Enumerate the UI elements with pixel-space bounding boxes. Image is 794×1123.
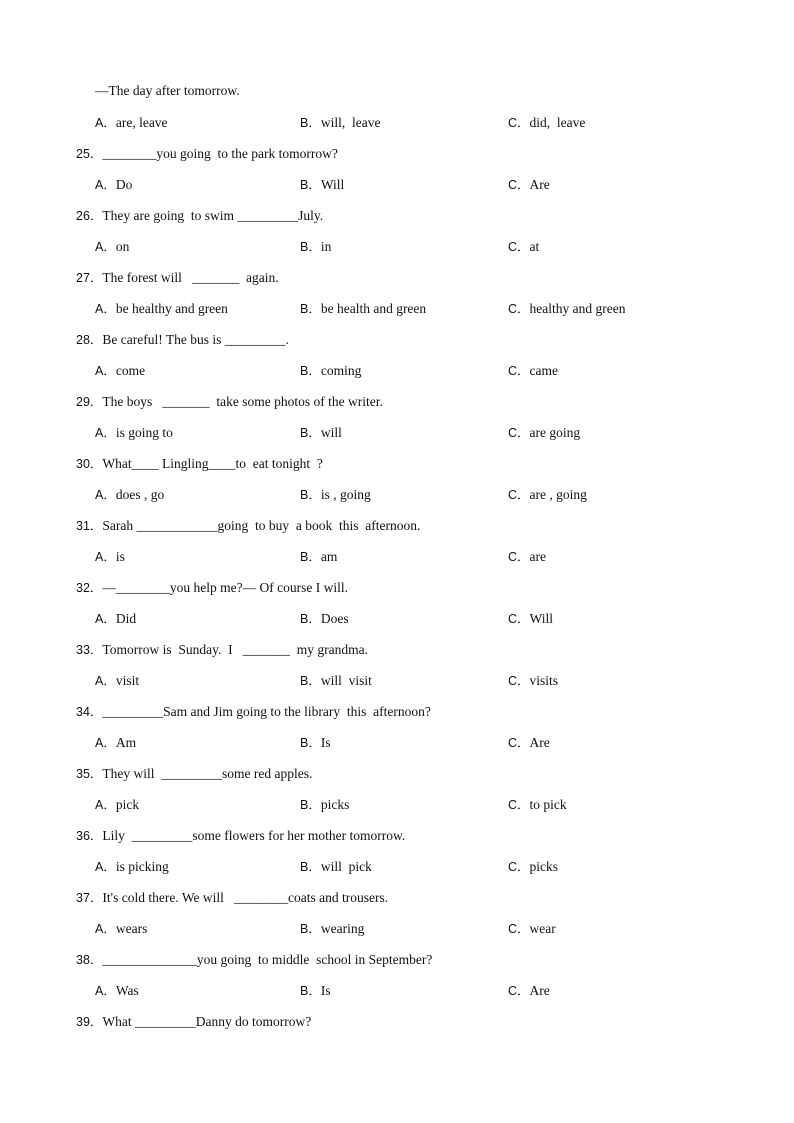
option-letter: C． <box>508 674 530 688</box>
question-text: What____ Lingling____to eat tonight ? <box>102 456 323 471</box>
question-text: What _________Danny do tomorrow? <box>102 1014 312 1029</box>
option-c <box>508 362 558 380</box>
question-text: —________you help me?— Of course I will. <box>102 580 348 595</box>
option-letter: A． <box>95 984 116 998</box>
option-text: Are <box>529 983 550 998</box>
option-text: Will <box>529 611 553 626</box>
option-letter: A． <box>95 550 116 564</box>
question-text: They will _________some red apples. <box>102 766 313 781</box>
question-number: 25． <box>76 147 103 161</box>
option-text: visits <box>529 673 559 688</box>
option-letter: B． <box>300 550 321 564</box>
option-text: are, leave <box>115 115 168 130</box>
option-letter: C． <box>508 240 530 254</box>
option-c <box>508 982 550 1000</box>
option-c <box>508 300 626 318</box>
option-text: Are <box>529 177 550 192</box>
option-letter: B． <box>300 922 321 936</box>
option-letter: C． <box>508 116 530 130</box>
option-c <box>508 734 550 752</box>
question-text: ______________you going to middle school in September? <box>102 952 433 967</box>
option-text: are <box>529 549 547 564</box>
option-b <box>300 548 337 566</box>
option-text: at <box>529 239 540 254</box>
option-letter: A． <box>95 302 116 316</box>
question-number: 27． <box>76 271 103 285</box>
option-letter: C． <box>508 860 530 874</box>
option-a <box>95 486 164 504</box>
option-b <box>300 362 361 380</box>
option-letter: B． <box>300 674 321 688</box>
option-a <box>95 858 169 876</box>
option-letter: B． <box>300 860 321 874</box>
option-letter: C． <box>508 612 530 626</box>
question-number: 38． <box>76 953 103 967</box>
option-letter: B． <box>300 984 321 998</box>
option-b <box>300 858 372 876</box>
option-text: Will <box>320 177 345 192</box>
option-text: Is <box>320 735 331 750</box>
option-c <box>508 486 587 504</box>
question-line <box>76 889 388 907</box>
question-number: 29． <box>76 395 103 409</box>
option-text: picks <box>320 797 350 812</box>
option-letter: B． <box>300 240 321 254</box>
option-a <box>95 982 139 1000</box>
question-text: Tomorrow is Sunday. I _______ my grandma. <box>102 642 368 657</box>
option-b <box>300 734 331 752</box>
option-text: did, leave <box>529 115 586 130</box>
option-letter: B． <box>300 488 321 502</box>
question-number: 26． <box>76 209 103 223</box>
option-c <box>508 176 550 194</box>
question-line <box>76 207 323 225</box>
option-text: is going to <box>115 425 173 440</box>
option-c <box>508 796 567 814</box>
option-text: to pick <box>529 797 567 812</box>
question-line <box>76 951 432 969</box>
option-b <box>300 920 364 938</box>
option-letter: A． <box>95 364 116 378</box>
option-a <box>95 300 228 318</box>
option-text: wearing <box>320 921 365 936</box>
question-text: Lily _________some flowers for her mother tomorrow. <box>102 828 406 843</box>
option-text: does , go <box>115 487 165 502</box>
option-text: healthy and green <box>529 301 626 316</box>
option-text: in <box>320 239 332 254</box>
question-text: The forest will _______ again. <box>102 270 279 285</box>
option-a <box>95 920 147 938</box>
option-letter: A． <box>95 736 116 750</box>
option-text: am <box>320 549 338 564</box>
option-text: Was <box>115 983 139 998</box>
option-letter: B． <box>300 116 321 130</box>
option-letter: C． <box>508 426 530 440</box>
option-letter: A． <box>95 612 116 626</box>
option-b <box>300 176 344 194</box>
option-text: is , going <box>320 487 371 502</box>
question-number: 32． <box>76 581 103 595</box>
option-letter: A． <box>95 674 116 688</box>
option-b <box>300 300 426 318</box>
question-line <box>76 455 323 473</box>
option-letter: C． <box>508 798 530 812</box>
option-letter: C． <box>508 364 530 378</box>
option-a <box>95 796 139 814</box>
option-text: picks <box>529 859 559 874</box>
option-a <box>95 424 173 442</box>
option-b <box>300 796 349 814</box>
option-text: pick <box>115 797 140 812</box>
option-text: will <box>320 425 342 440</box>
option-letter: A． <box>95 922 116 936</box>
option-c <box>508 548 546 566</box>
option-letter: C． <box>508 178 530 192</box>
option-letter: A． <box>95 240 116 254</box>
option-text: wears <box>115 921 148 936</box>
option-b <box>300 486 371 504</box>
option-text: be healthy and green <box>115 301 228 316</box>
option-letter: C． <box>508 736 530 750</box>
option-letter: A． <box>95 116 116 130</box>
option-text: on <box>115 239 130 254</box>
option-letter: A． <box>95 798 116 812</box>
question-text: It's cold there. We will ________coats and trousers. <box>102 890 389 905</box>
option-a <box>95 362 145 380</box>
option-text: Did <box>115 611 137 626</box>
question-text: ________you going to the park tomorrow? <box>102 146 338 161</box>
question-line <box>76 641 368 659</box>
option-text: be health and green <box>320 301 427 316</box>
option-text: is <box>115 549 125 564</box>
option-c <box>508 610 553 628</box>
option-b <box>300 424 342 442</box>
option-text: are going <box>529 425 581 440</box>
option-letter: C． <box>508 550 530 564</box>
question-text: Sarah ____________going to buy a book this afternoon. <box>102 518 421 533</box>
question-text: The boys _______ take some photos of the writer. <box>102 394 383 409</box>
question-text: _________Sam and Jim going to the library this afternoon? <box>102 704 431 719</box>
option-text: Are <box>529 735 550 750</box>
question-line <box>76 145 338 163</box>
question-number: 34． <box>76 705 103 719</box>
option-b <box>300 238 331 256</box>
option-text: Do <box>115 177 133 192</box>
option-letter: A． <box>95 426 116 440</box>
option-b <box>300 982 331 1000</box>
question-number: 33． <box>76 643 103 657</box>
question-line <box>76 827 405 845</box>
option-c <box>508 238 539 256</box>
option-text: Is <box>320 983 331 998</box>
question-line <box>76 331 289 349</box>
option-text: is picking <box>115 859 169 874</box>
question-number: 36． <box>76 829 103 843</box>
option-letter: B． <box>300 364 321 378</box>
question-line <box>76 393 383 411</box>
intro-option-c <box>508 114 585 132</box>
option-letter: C． <box>508 488 530 502</box>
option-text: will visit <box>320 673 372 688</box>
question-number: 39． <box>76 1015 103 1029</box>
option-letter: C． <box>508 984 530 998</box>
option-letter: C． <box>508 302 530 316</box>
question-line <box>76 517 420 535</box>
question-line <box>76 765 312 783</box>
option-letter: B． <box>300 302 321 316</box>
option-letter: A． <box>95 488 116 502</box>
option-c <box>508 920 556 938</box>
intro-option-a <box>95 114 168 132</box>
option-letter: B． <box>300 736 321 750</box>
question-text: They are going to swim _________July. <box>102 208 324 223</box>
question-number: 35． <box>76 767 103 781</box>
option-text: will pick <box>320 859 372 874</box>
option-text: visit <box>115 673 140 688</box>
question-text: Be careful! The bus is _________. <box>102 332 289 347</box>
option-a <box>95 610 136 628</box>
option-c <box>508 858 558 876</box>
option-text: coming <box>320 363 362 378</box>
question-line <box>76 1013 311 1031</box>
option-c <box>508 424 580 442</box>
option-text: are , going <box>529 487 587 502</box>
intro-option-b <box>300 114 380 132</box>
option-c <box>508 672 558 690</box>
question-number: 30． <box>76 457 103 471</box>
option-a <box>95 734 136 752</box>
option-letter: B． <box>300 426 321 440</box>
option-a <box>95 238 129 256</box>
option-letter: C． <box>508 922 530 936</box>
question-number: 31． <box>76 519 103 533</box>
option-text: Am <box>115 735 137 750</box>
option-letter: A． <box>95 860 116 874</box>
option-text: wear <box>529 921 556 936</box>
question-line <box>76 579 348 597</box>
question-line <box>76 703 431 721</box>
option-a <box>95 176 132 194</box>
option-b <box>300 610 349 628</box>
option-letter: B． <box>300 178 321 192</box>
option-letter: B． <box>300 798 321 812</box>
question-number: 28． <box>76 333 103 347</box>
option-letter: B． <box>300 612 321 626</box>
option-a <box>95 672 139 690</box>
option-text: Does <box>320 611 349 626</box>
question-line <box>76 269 279 287</box>
option-text: come <box>115 363 146 378</box>
option-letter: A． <box>95 178 116 192</box>
option-b <box>300 672 372 690</box>
option-text: came <box>529 363 559 378</box>
intro-answer-line: —The day after tomorrow. <box>95 83 240 98</box>
option-text: will, leave <box>320 115 381 130</box>
question-number: 37． <box>76 891 103 905</box>
option-a <box>95 548 125 566</box>
